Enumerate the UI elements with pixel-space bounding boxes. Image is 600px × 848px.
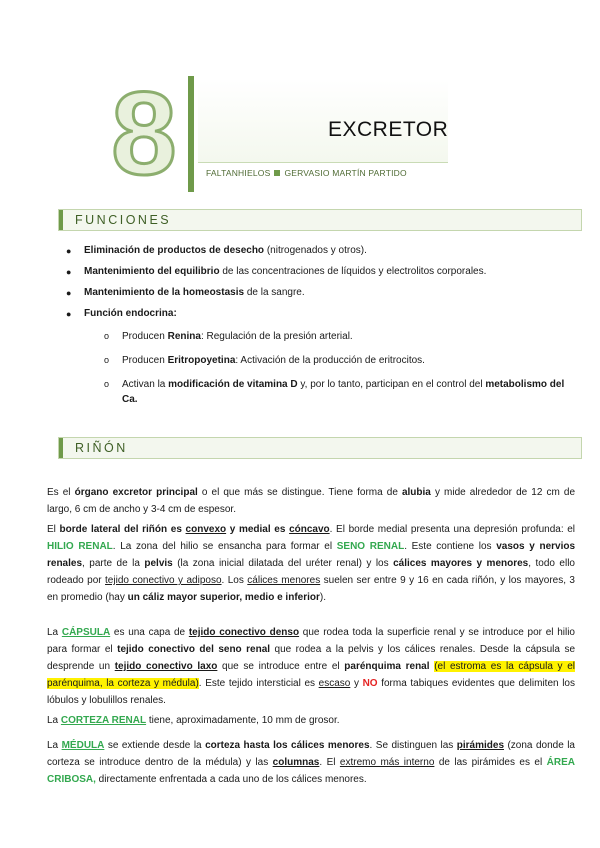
keyword: parénquima renal: [344, 661, 430, 672]
text: Es el: [47, 487, 75, 498]
item-text: (nitrogenados y otros).: [264, 245, 367, 256]
item-text: y, por lo tanto, participan en el control del: [297, 379, 486, 390]
author-2: GERVASIO MARTÍN PARTIDO: [284, 168, 407, 178]
keyword: pirámides: [456, 740, 505, 751]
text: de las pirámides es el: [434, 757, 547, 768]
text: . Los: [221, 575, 248, 586]
item-text: Producen: [122, 355, 168, 366]
text: forma tabiques evidentes que delimiten los lóbulos y lobulillos renales.: [47, 678, 575, 706]
underlined-text: extremo más interno: [339, 757, 435, 768]
bullet-icon: ●: [66, 288, 72, 298]
section-header-funciones: [58, 209, 582, 231]
keyword: tejido conectivo denso: [188, 627, 300, 638]
item-text: de las concentraciones de líquidos y electrolitos corporales.: [219, 266, 487, 277]
keyword: vasos y nervios renales: [47, 541, 576, 569]
text: y: [350, 678, 363, 689]
circle-bullet-icon: o: [104, 355, 110, 365]
item-keyword: metabolismo del Ca.: [122, 379, 565, 405]
text: (zona donde la corteza se introduce dentro de la médula) y las: [47, 740, 575, 768]
item-keyword: Renina: [167, 331, 201, 342]
text: ).: [319, 592, 326, 603]
item-keyword: Función endocrina:: [84, 308, 177, 319]
item-text: Activan la: [122, 379, 169, 390]
paragraph-1: [47, 484, 575, 518]
keyword: tejido conectivo del seno renal: [117, 644, 271, 655]
underlined-text: tejido conectivo y adiposo: [105, 575, 222, 586]
text: o el que más se distingue. Tiene forma de: [197, 487, 402, 498]
red-keyword: NO: [362, 678, 378, 689]
text: y mide alrededor de 12 cm de largo, 6 cm de ancho y 3-4 cm de espesor.: [47, 487, 576, 515]
bullet-icon: ●: [66, 267, 72, 277]
text: . Este tejido intersticial es: [198, 678, 319, 689]
keyword: y: [226, 524, 239, 535]
keyword: medial es: [238, 524, 290, 535]
text: La: [47, 627, 62, 638]
paragraph-4: [47, 712, 575, 729]
text: . El borde medial presenta una depresión profunda: el: [329, 524, 576, 535]
sub-list-item: [104, 377, 566, 407]
section-title: RIÑÓN: [75, 441, 128, 455]
sub-list-item: [104, 353, 566, 368]
section-title: FUNCIONES: [75, 213, 172, 227]
text: , parte de la: [82, 558, 145, 569]
circle-bullet-icon: o: [104, 331, 110, 341]
highlighted-text: (el estroma es la cápsula y el parénquima, la corteza y médula): [47, 661, 575, 689]
text: , todo ello rodeado por: [47, 558, 575, 586]
keyword: convexo: [185, 524, 227, 535]
funciones-list: [66, 245, 566, 416]
paragraph-2: [47, 521, 575, 606]
keyword: corteza hasta los cálices menores: [205, 740, 370, 751]
item-keyword: Mantenimiento de la homeostasis: [84, 287, 245, 298]
keyword: pelvis: [144, 558, 173, 569]
item-text: de la sangre.: [244, 287, 305, 298]
text: . El: [319, 757, 340, 768]
chapter-number: 8: [111, 68, 177, 200]
text: . Se distinguen las: [369, 740, 457, 751]
keyword: alubia: [401, 487, 431, 498]
circle-bullet-icon: o: [104, 379, 110, 389]
text: es una capa de: [110, 627, 189, 638]
list-item: [66, 287, 566, 299]
item-text: : Activación de la producción de eritrocitos.: [235, 355, 425, 366]
list-item: [66, 308, 566, 407]
list-item: [66, 245, 566, 257]
square-separator-icon: [274, 170, 280, 176]
text: que se introduce entre el: [217, 661, 345, 672]
keyword: cálices mayores y menores: [393, 558, 529, 569]
green-keyword: ÁREA CRIBOSA,: [47, 757, 575, 785]
green-keyword: CORTEZA RENAL: [60, 715, 147, 726]
text: La: [47, 740, 62, 751]
underlined-text: cálices menores: [247, 575, 321, 586]
text: directamente enfrentada a cada uno de los cálices menores.: [95, 774, 367, 785]
item-text: : Regulación de la presión arterial.: [200, 331, 353, 342]
item-keyword: Eritropoyetina: [167, 355, 236, 366]
keyword: borde lateral del riñón es: [59, 524, 186, 535]
text: que rodea a la pelvis y los cálices renales. Desde la cápsula se desprende un: [47, 644, 576, 672]
keyword: cóncavo: [289, 524, 330, 535]
chapter-title: EXCRETOR: [328, 118, 449, 141]
section-accent: [59, 438, 63, 458]
text: La: [47, 715, 61, 726]
paragraph-5: [47, 737, 575, 788]
list-item: [66, 266, 566, 278]
underlined-text: escaso: [318, 678, 351, 689]
section-header-rinon: [58, 437, 582, 459]
text: que rodea toda la superficie renal y se introduce por el hilio para formar el: [47, 627, 575, 655]
text: . Este contiene los: [404, 541, 497, 552]
item-keyword: Mantenimiento del equilibrio: [84, 266, 220, 277]
title-accent-bar: [188, 76, 194, 192]
keyword: tejido conectivo laxo: [114, 661, 218, 672]
green-keyword: MÉDULA: [61, 740, 105, 751]
author-1: FALTANHIELOS: [206, 168, 271, 178]
bullet-icon: ●: [66, 309, 72, 319]
text: El: [47, 524, 60, 535]
keyword: columnas: [272, 757, 320, 768]
text: (la zona inicial dilatada del uréter renal) y los: [172, 558, 394, 569]
sub-list-item: [104, 329, 566, 344]
keyword: órgano excretor principal: [74, 487, 198, 498]
item-keyword: Eliminación de productos de desecho: [84, 245, 265, 256]
section-accent: [59, 210, 63, 230]
bullet-icon: ●: [66, 246, 72, 256]
text: se extiende desde la: [104, 740, 206, 751]
paragraph-3: [47, 624, 575, 709]
green-keyword: HILIO RENAL: [47, 541, 113, 552]
text: . La zona del hilio se ensancha para formar el: [112, 541, 337, 552]
item-text: Producen: [122, 331, 168, 342]
green-keyword: SENO RENAL: [336, 541, 405, 552]
sub-list: [104, 329, 566, 407]
authors-line: [206, 168, 407, 178]
green-keyword: CÁPSULA: [61, 627, 111, 638]
keyword: un cáliz mayor superior, medio e inferior: [127, 592, 320, 603]
text: suelen ser entre 9 y 16 en cada riñón, y los mayores, 3 en promedio (hay: [47, 575, 575, 603]
text: tiene, aproximadamente, 10 mm de grosor.: [146, 715, 340, 726]
item-keyword: modificación de vitamina D: [168, 379, 298, 390]
